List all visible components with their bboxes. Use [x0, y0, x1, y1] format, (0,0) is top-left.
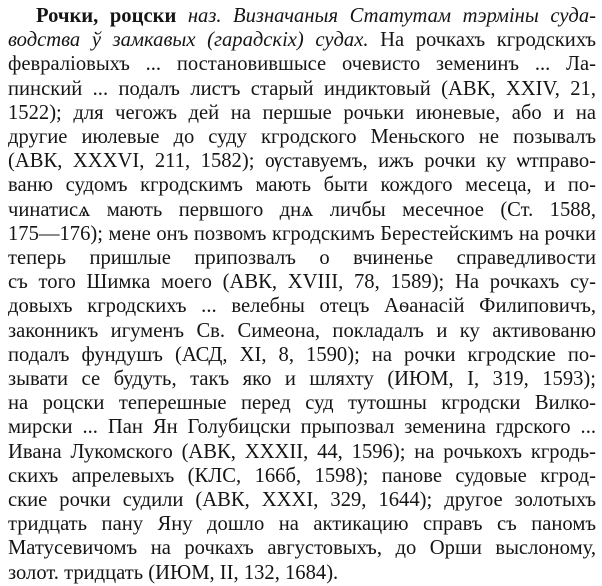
entry-line-3: февраліовыхъ ... постановившысе очевисто земенинъ ... Ла-	[8, 53, 596, 76]
entry-line-11: теперь пришлые припозвалъ о вчиненье справедливости	[8, 247, 596, 270]
entry-line-7: (АВК, XXXVI, 211, 1582); ѹставуемъ, ижъ рочки ку ѡтправо-	[8, 150, 596, 173]
entry-line-8: ваню судомъ кгродскимъ мають быти кождого месеца, и по-	[8, 174, 596, 197]
entry-line-14: законникъ игуменъ Св. Симеона, покладалъ и ку активованю	[8, 319, 596, 342]
entry-line-16: зывати се будуть, такъ яко и шляхту (ИЮМ, I, 319, 1593);	[8, 368, 596, 391]
headword: Рочки, роцски	[36, 5, 177, 27]
entry-line-6: другие июлевые до суду кгродского Меньского не позывалъ	[8, 126, 596, 149]
entry-line-5: 1522); для чегожъ дей на першые рочьки июневые, або и на	[8, 101, 596, 124]
entry-line-12: съ того Шимка моего (АВК, XVIII, 78, 1589); На рочкахъ су-	[8, 271, 596, 294]
entry-line-1	[8, 4, 596, 28]
entry-line-10: 175—176); мене онъ позвомъ кгродскимъ Берестейскимъ на рочки	[8, 222, 596, 245]
entry-line-24: золот. тридцать (ИЮМ, II, 132, 1684).	[8, 561, 339, 584]
entry-line-22: тридцать пану Яну дошло на актикацию справъ съ паномъ	[8, 513, 596, 536]
entry-line-20: скихъ апрелевыхъ (КЛС, 166б, 1598); панове судовые кгрод-	[8, 464, 596, 487]
entry-line-9: чинатисѧ мають первшого днѧ личбы месечное (Ст. 1588,	[8, 198, 596, 221]
definition-text: водства ў замкавых (гарадскіх) судах.	[8, 29, 369, 52]
entry-line-18: мирски ... Пан Ян Голубицски прыпозвал земенина гдрского ...	[8, 416, 596, 439]
entry-line-23: Матусевичомъ на рочкахъ августовыхъ, до Орши выслоному,	[8, 537, 596, 560]
entry-line-15: подалъ фундушъ (АСД, XI, 8, 1590); на рочки кгродские по-	[8, 343, 596, 366]
dictionary-entry	[8, 4, 596, 585]
entry-line-13: довыхъ кгродскихъ ... велебны отецъ Аѳанасій Филиповичъ,	[8, 295, 596, 318]
entry-line-19: Ивана Лукомского (АВК, XXXII, 44, 1596); на рочькохъ кгродь-	[8, 440, 596, 463]
citation-text: На рочкахъ кгродскихъ	[368, 29, 596, 52]
entry-line-17: на роцски теперешные перед суд тутошны кгродски Вилко-	[8, 392, 596, 415]
entry-line-2	[8, 28, 596, 52]
entry-line-21: ские рочки судили (АВК, XXXI, 329, 1644); другое золотыхъ	[8, 489, 596, 512]
definition-text: наз. Визначаныя Статутам тэрміны суда-	[187, 5, 596, 27]
entry-line-4: пинский ... подалъ листъ старый индиктовый (АВК, XXIV, 21,	[8, 77, 596, 100]
